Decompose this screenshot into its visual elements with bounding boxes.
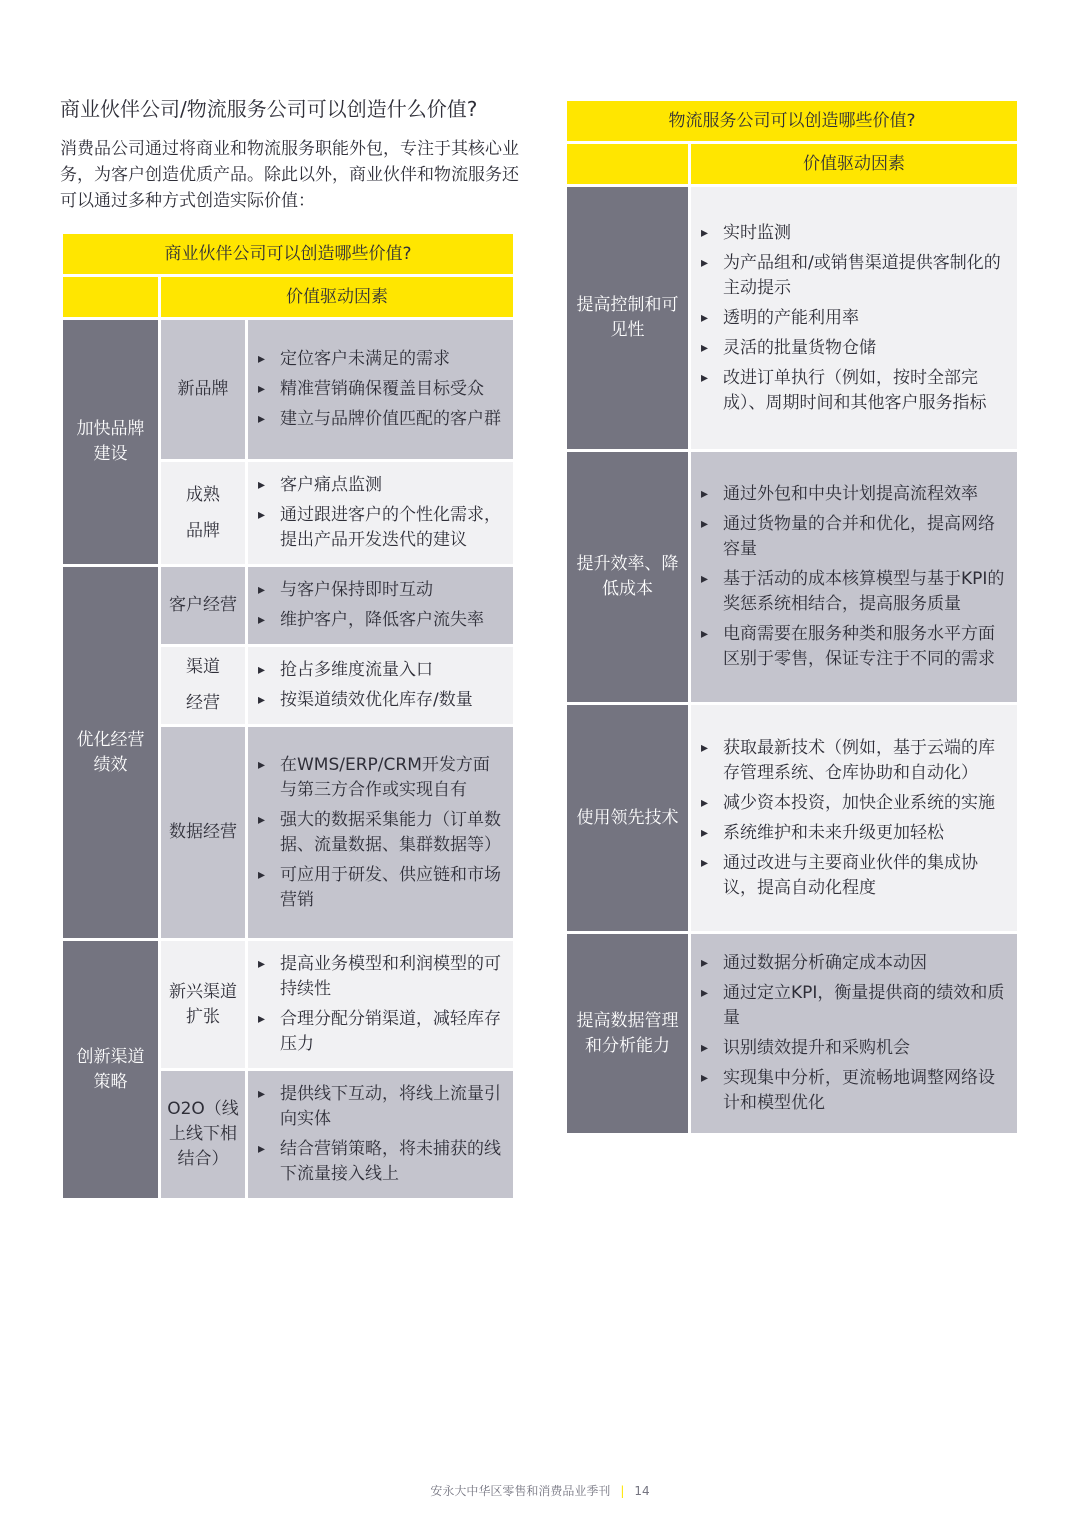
subcategory-cell: 新兴渠道扩张	[161, 941, 245, 1068]
subcategory-cell	[161, 647, 245, 724]
driver-item: ▸ 通过定立KPI，衡量提供商的绩效和质量	[701, 981, 1007, 1031]
drivers-cell	[248, 941, 513, 1068]
subcategory-line: 渠道	[186, 657, 220, 677]
table-title: 商业伙伴公司可以创造哪些价值?	[63, 234, 513, 274]
driver-item: ▸ 通过改进与主要商业伙伴的集成协议，提高自动化程度	[701, 851, 1007, 901]
subcategory-cell: 数据经营	[161, 727, 245, 938]
driver-item: ▸ 实现集中分析，更流畅地调整网络设计和模型优化	[701, 1066, 1007, 1116]
driver-item: ▸ 电商需要在服务种类和服务水平方面区别于零售，保证专注于不同的需求	[701, 622, 1007, 672]
driver-item: ▸ 获取最新技术（例如，基于云端的库存管理系统、仓库协助和自动化）	[701, 736, 1007, 786]
table-header: 价值驱动因素	[161, 277, 513, 317]
driver-item: ▸ 通过外包和中央计划提高流程效率	[701, 482, 1007, 507]
subcategory-line: 经营	[186, 693, 220, 713]
driver-item: ▸ 实时监测	[701, 221, 1007, 246]
driver-item: ▸ 强大的数据采集能力（订单数据、流量数据、集群数据等）	[258, 808, 503, 858]
driver-item: ▸ 在WMS/ERP/CRM开发方面与第三方合作或实现自有	[258, 753, 503, 803]
driver-item: ▸ 精准营销确保覆盖目标受众	[258, 377, 503, 402]
drivers-cell	[248, 727, 513, 938]
driver-item: ▸ 基于活动的成本核算模型与基于KPI的奖惩系统相结合，提高服务质量	[701, 567, 1007, 617]
header-blank	[567, 144, 688, 184]
driver-item: ▸ 结合营销策略，将未捕获的线下流量接入线上	[258, 1137, 503, 1187]
driver-item: ▸ 通过货物量的合并和优化，提高网络容量	[701, 512, 1007, 562]
subcategory-line: 成熟	[186, 484, 220, 505]
driver-item: ▸ 合理分配分销渠道，减轻库存压力	[258, 1007, 503, 1057]
category-cell: 优化经营绩效	[63, 567, 158, 938]
driver-item: ▸ 提供线下互动，将线上流量引向实体	[258, 1082, 503, 1132]
drivers-cell	[691, 705, 1017, 931]
page-heading: 商业伙伴公司/物流服务公司可以创造什么价值?	[60, 97, 478, 121]
table-header: 价值驱动因素	[691, 144, 1017, 184]
header-blank	[63, 277, 158, 317]
drivers-cell	[691, 452, 1017, 702]
subcategory-cell	[161, 462, 245, 564]
category-cell: 创新渠道策略	[63, 941, 158, 1198]
driver-item: ▸ 维护客户，降低客户流失率	[258, 608, 503, 633]
category-cell: 提高控制和可见性	[567, 187, 688, 449]
category-cell: 使用领先技术	[567, 705, 688, 931]
driver-item: ▸ 减少资本投资，加快企业系统的实施	[701, 791, 1007, 816]
logistics-value-table	[564, 98, 1020, 1136]
driver-item: ▸ 灵活的批量货物仓储	[701, 336, 1007, 361]
driver-item: ▸ 按渠道绩效优化库存/数量	[258, 688, 503, 713]
driver-item: ▸ 提高业务模型和利润模型的可持续性	[258, 952, 503, 1002]
drivers-cell	[248, 462, 513, 564]
drivers-cell	[248, 320, 513, 459]
drivers-cell	[248, 1071, 513, 1198]
drivers-cell	[248, 647, 513, 724]
publication-name: 安永大中华区零售和消费品业季刊	[430, 1484, 611, 1498]
driver-item: ▸ 系统维护和未来升级更加轻松	[701, 821, 1007, 846]
drivers-cell	[248, 567, 513, 644]
subcategory-cell: 新品牌	[161, 320, 245, 459]
driver-item: ▸ 与客户保持即时互动	[258, 578, 503, 603]
driver-item: ▸ 通过跟进客户的个性化需求，提出产品开发迭代的建议	[258, 503, 503, 553]
subcategory-cell: 客户经营	[161, 567, 245, 644]
driver-item: ▸ 透明的产能利用率	[701, 306, 1007, 331]
table-title: 物流服务公司可以创造哪些价值?	[567, 101, 1017, 141]
drivers-cell	[691, 934, 1017, 1133]
driver-item: ▸ 识别绩效提升和采购机会	[701, 1036, 1007, 1061]
partner-value-table	[60, 231, 516, 1201]
category-cell: 加快品牌建设	[63, 320, 158, 564]
subcategory-cell: O2O（线上线下相结合）	[161, 1071, 245, 1198]
driver-item: ▸ 为产品组和/或销售渠道提供客制化的主动提示	[701, 251, 1007, 301]
intro-paragraph: 消费品公司通过将商业和物流服务职能外包，专注于其核心业务，为客户创造优质产品。除此以外，商业伙伴和物流服务还可以通过多种方式创造实际价值：	[60, 139, 519, 211]
category-cell: 提升效率、降低成本	[567, 452, 688, 702]
driver-item: ▸ 定位客户未满足的需求	[258, 347, 503, 372]
driver-item: ▸ 抢占多维度流量入口	[258, 658, 503, 683]
driver-item: ▸ 客户痛点监测	[258, 473, 503, 498]
page-number: 14	[634, 1484, 650, 1498]
driver-item: ▸ 通过数据分析确定成本动因	[701, 951, 1007, 976]
page-footer	[0, 1482, 1080, 1499]
category-cell: 提高数据管理和分析能力	[567, 934, 688, 1133]
driver-item: ▸ 建立与品牌价值匹配的客户群	[258, 407, 503, 432]
drivers-cell	[691, 187, 1017, 449]
subcategory-line: 品牌	[186, 520, 220, 541]
driver-item: ▸ 改进订单执行（例如，按时全部完成）、周期时间和其他客户服务指标	[701, 366, 1007, 416]
footer-divider: |	[620, 1484, 625, 1498]
driver-item: ▸ 可应用于研发、供应链和市场营销	[258, 863, 503, 913]
